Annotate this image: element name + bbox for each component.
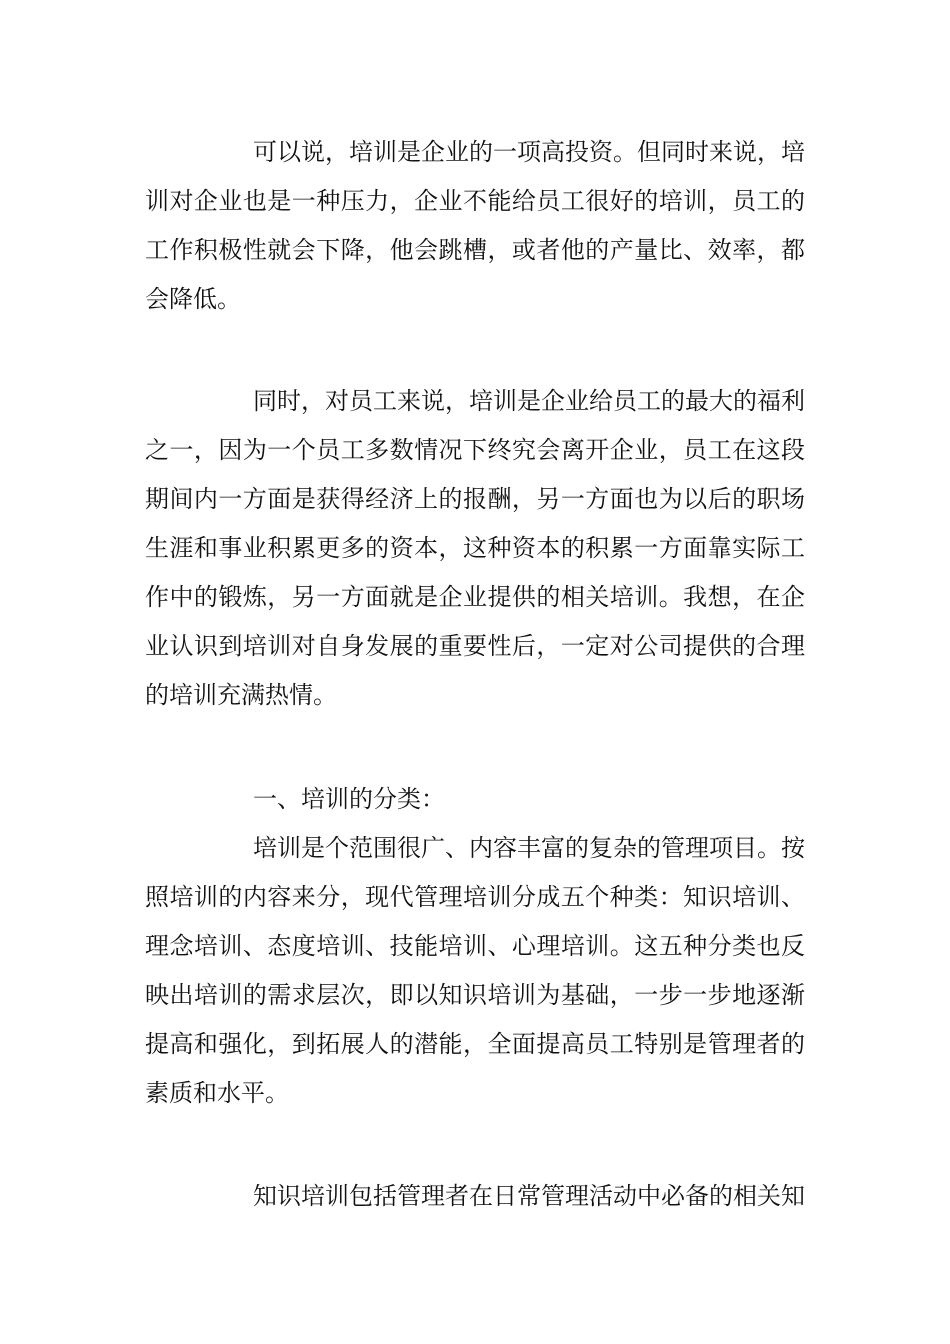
paragraph-employee-benefit: 同时，对员工来说，培训是企业给员工的最大的福利之一，因为一个员工多数情况下终究会离开企业，员工在这段期间内一方面是获得经济上的报酬，另一方面也为以后的职场生涯和事业积累更多的资本，这种资本的积累一方面靠实际工作中的锻炼，另一方面就是企业提供的相关培训。我想，在企业认识到培训对自身发展的重要性后，一定对公司提供的合理的培训充满热情。 [145,387,805,709]
paragraph-investment: 可以说，培训是企业的一项高投资。但同时来说，培训对企业也是一种压力，企业不能给员工很好的培训，员工的工作积极性就会下降，他会跳槽，或者他的产量比、效率，都会降低。 [145,138,805,313]
section-heading-training-types: 一、培训的分类： [253,785,445,813]
paragraph-knowledge-training: 知识培训包括管理者在日常管理活动中必备的相关知 [253,1182,805,1210]
paragraph-training-categories: 培训是个范围很广、内容丰富的复杂的管理项目。按照培训的内容来分，现代管理培训分成五个种类：知识培训、理念培训、态度培训、技能培训、心理培训。这五种分类也反映出培训的需求层次，即以知识培训为基础，一步一步地逐渐提高和强化，到拓展人的潜能，全面提高员工特别是管理者的素质和水平。 [145,834,805,1107]
